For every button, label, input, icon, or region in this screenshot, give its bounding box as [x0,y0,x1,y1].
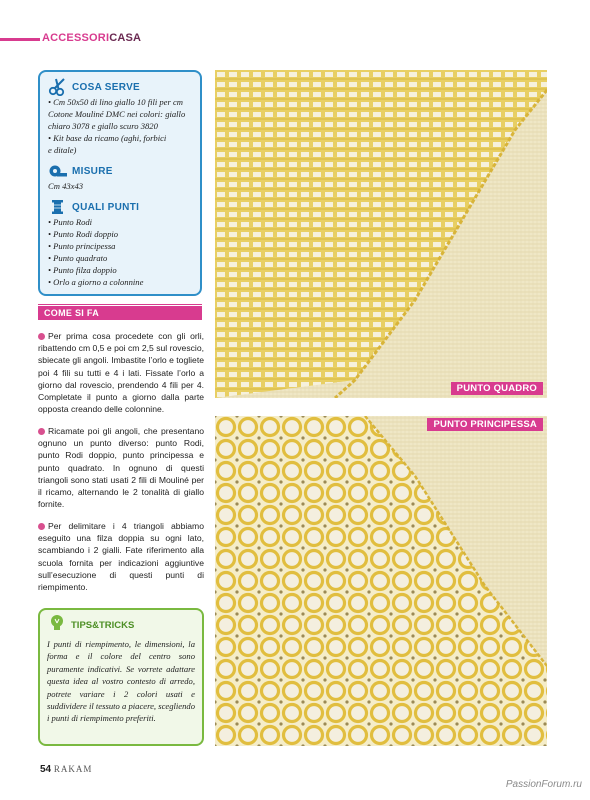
page-footer [40,764,92,775]
tips-text: I punti di riempimento, le dimensioni, la forma e il colore del centro sono puramente indicativi. Se vorrete adattare questa idea al vostro contesto di arredo, potrete variare i 2 colori usati e suddividere il tessuto a piacere, scegliendo i punti di riempimento preferiti. [47,639,195,724]
list-item: • Kit base da ricamo (aghi, forbici [48,133,167,143]
bullet-dot [38,333,45,340]
bullet-dot [38,428,45,435]
embroidery-photo-punto-quadro [215,70,547,398]
embroidery-photo-punto-principessa [215,416,547,746]
instructions-paragraph-1 [38,330,204,415]
paragraph-text: Ricamate poi gli angoli, che presentano ognuno un punto diverso: punto Rodi, punto Rodi doppio, punto principessa e punto quadrato. In ognuno di questi triangoli sono stati usati 2 fili di Mouliné per il ricamo, alternando le 2 tonalità di giallo fornite. [38,426,204,510]
list-item: chiaro 3078 e giallo scuro 3820 [48,121,158,131]
instructions-paragraph-2 [38,425,204,510]
magazine-name: RAKAM [53,764,93,774]
caption-punto-principessa: PUNTO PRINCIPESSA [427,418,543,431]
bullet-dot [38,523,45,530]
subsection-label: CASA [109,32,142,44]
instructions-divider [38,304,202,305]
thread-spool-icon [48,198,68,216]
materials-box [38,70,202,296]
paragraph-text: Per prima cosa procedete con gli orli, ribattendo cm 0,5 e poi cm 2,5 sul rovescio, sbiecate gli angoli. Imbastite l’orlo e togliete poi 4 fili su tutti e 4 i lati. Fissate l’orlo a giorno dal rovescio, prendendo 4 fili per 4. Completate il punto a giorno dalla parte opposta creando delle colonnine. [38,331,204,415]
quali-punti-section [48,198,192,288]
list-item: • Punto Rodi [48,217,93,227]
cosa-serve-section [48,78,192,156]
instructions-title: COME SI FA [38,306,202,320]
list-item: • Orlo a giorno a colonnine [48,277,144,287]
quali-punti-list [48,216,192,288]
section-header [42,32,141,44]
instructions-paragraph-3 [38,520,204,593]
section-label: ACCESSORI [42,32,110,44]
list-item: • Punto principessa [48,241,116,251]
list-item: • Punto Rodi doppio [48,229,119,239]
tape-measure-icon [48,162,68,180]
lightbulb-icon [47,613,67,638]
list-item: e ditale) [48,145,77,155]
caption-punto-quadro: PUNTO QUADRO [451,382,543,395]
watermark: PassionForum.ru [505,779,582,790]
page-number: 54 [40,764,52,775]
list-item: • Cm 50x50 di lino giallo 10 fili per cm [48,97,184,107]
scissors-icon [48,78,68,96]
header-accent-bar [0,38,40,41]
cosa-serve-title: COSA SERVE [72,81,141,93]
tips-title: TIPS&TRICKS [71,619,135,631]
cosa-serve-list [48,96,192,156]
misure-title: MISURE [72,165,113,177]
misure-section [48,162,192,192]
paragraph-text: Per delimitare i 4 triangoli abbiamo eseguito una filza doppia su ogni lato, scambiando i 2 gialli. Fate riferimento alla scuola fornita per indicazioni aggiuntive sull’esecuzione di questi punti di riempimento. [38,521,204,593]
tips-box [38,608,204,746]
quali-punti-title: QUALI PUNTI [72,201,140,213]
list-item: Cotone Mouliné DMC nei colori: giallo [48,109,186,119]
list-item: • Punto quadrato [48,253,108,263]
misure-value: Cm 43x43 [48,181,84,191]
list-item: • Punto filza doppio [48,265,117,275]
